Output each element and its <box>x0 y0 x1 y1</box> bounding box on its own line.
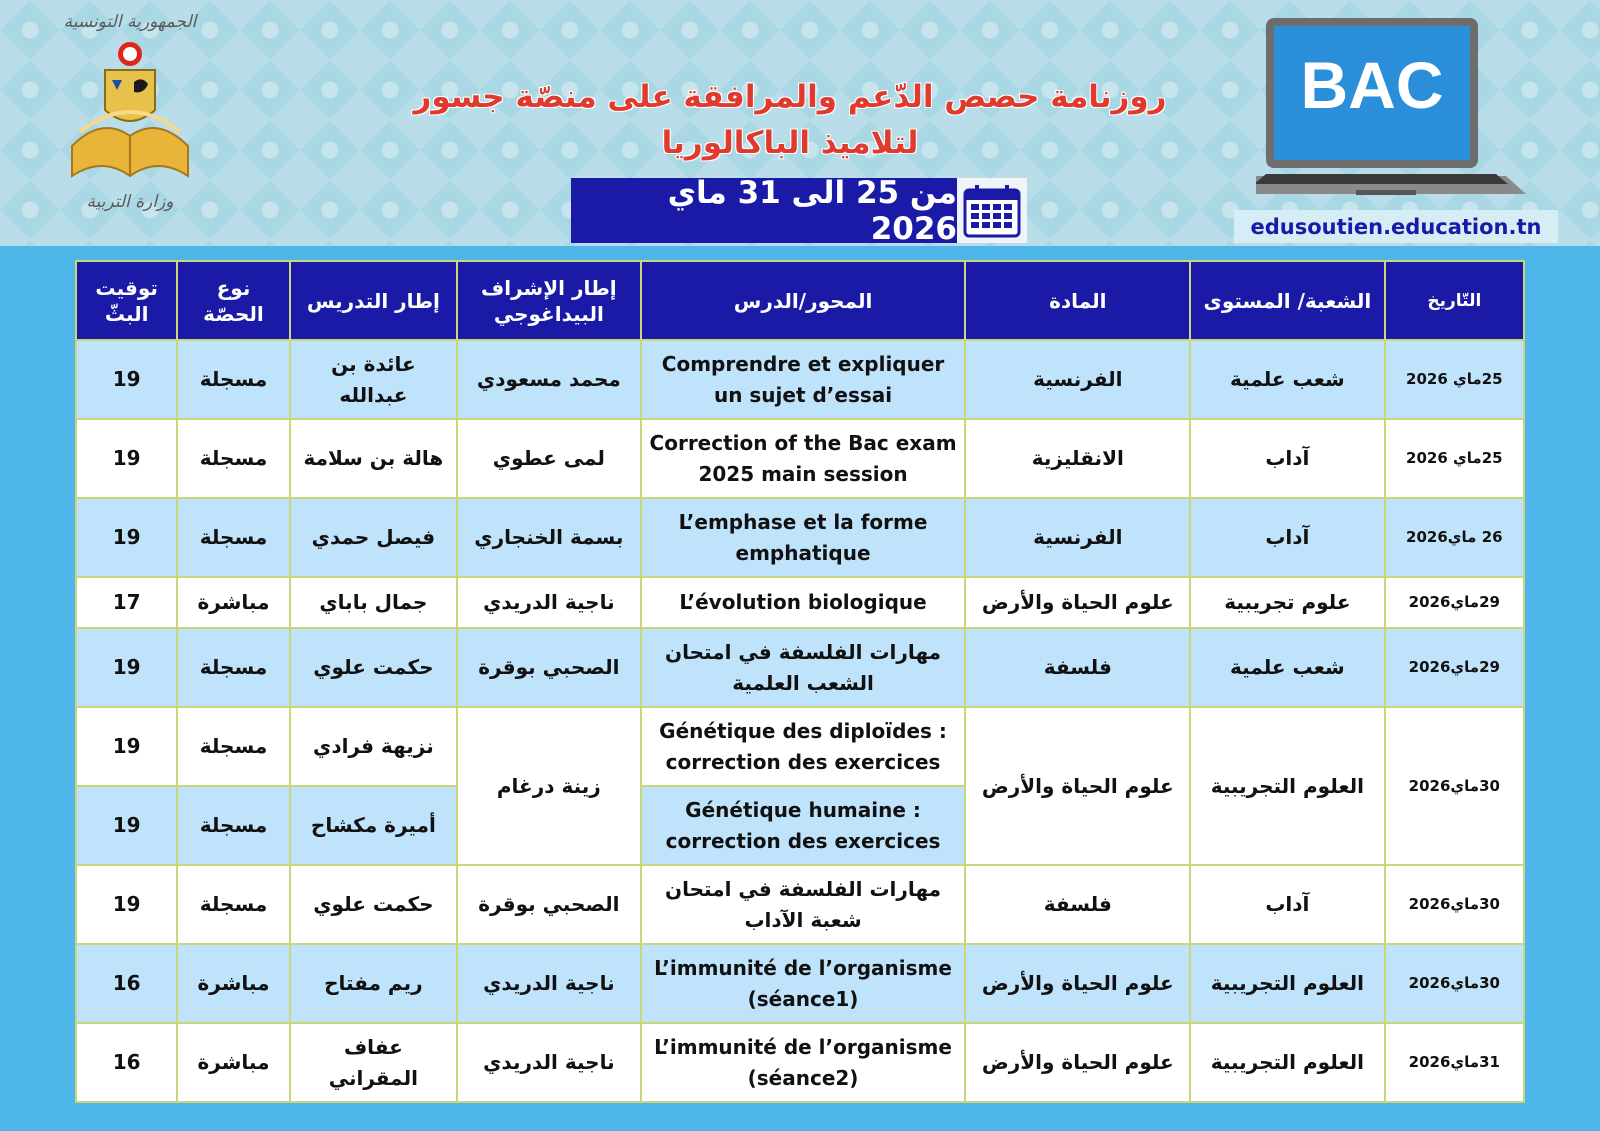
cell-lesson: Génétique humaine : correction des exercices <box>641 786 966 865</box>
cell-branch: آداب <box>1190 498 1385 577</box>
cell-date: 25ماي 2026 <box>1385 340 1524 419</box>
table-row <box>76 498 1524 577</box>
header-banner <box>0 0 1600 246</box>
cell-time: 19 <box>76 498 177 577</box>
cell-time: 19 <box>76 786 177 865</box>
cell-supervisor: بسمة الخنجاري <box>457 498 641 577</box>
header-date: التّاريخ <box>1385 261 1524 340</box>
table-row <box>76 707 1524 786</box>
cell-time: 19 <box>76 865 177 944</box>
cell-lesson: L’immunité de l’organisme (séance1) <box>641 944 966 1023</box>
cell-teacher: عائدة بن عبدالله <box>290 340 457 419</box>
cell-lesson: Génétique des diploïdes : correction des exercices <box>641 707 966 786</box>
cell-supervisor: الصحبي بوقرة <box>457 865 641 944</box>
cell-date: 30ماي2026 <box>1385 707 1524 865</box>
cell-type: مباشرة <box>177 577 289 628</box>
bac-label: BAC <box>1300 48 1444 122</box>
cell-date: 26 ماي2026 <box>1385 498 1524 577</box>
cell-time: 19 <box>76 707 177 786</box>
cell-type: مباشرة <box>177 1023 289 1102</box>
laptop-icon <box>1256 14 1526 208</box>
cell-type: مسجلة <box>177 419 289 498</box>
cell-time: 17 <box>76 577 177 628</box>
cell-branch: آداب <box>1190 865 1385 944</box>
cell-date: 29ماي2026 <box>1385 628 1524 707</box>
cell-teacher: جمال باباي <box>290 577 457 628</box>
header-subject: المادة <box>965 261 1190 340</box>
cell-supervisor: لمى عطوي <box>457 419 641 498</box>
table-row <box>76 340 1524 419</box>
cell-time: 19 <box>76 340 177 419</box>
cell-teacher: عفاف المقراني <box>290 1023 457 1102</box>
header-teacher: إطار التدريس <box>290 261 457 340</box>
cell-lesson: مهارات الفلسفة في امتحان الشعب العلمية <box>641 628 966 707</box>
header-time: توقيت البثّ <box>76 261 177 340</box>
cell-teacher: فيصل حمدي <box>290 498 457 577</box>
title-line-2: لتلاميذ الباكالوريا <box>661 125 919 161</box>
cell-type: مسجلة <box>177 707 289 786</box>
cell-teacher: حكمت علوي <box>290 628 457 707</box>
cell-subject: الانقليزية <box>965 419 1190 498</box>
cell-teacher: نزيهة فرادي <box>290 707 457 786</box>
cell-date: 30ماي2026 <box>1385 865 1524 944</box>
cell-branch: آداب <box>1190 419 1385 498</box>
cell-branch: العلوم التجريبية <box>1190 944 1385 1023</box>
cell-time: 19 <box>76 628 177 707</box>
cell-type: مسجلة <box>177 340 289 419</box>
cell-date: 29ماي2026 <box>1385 577 1524 628</box>
page-title <box>400 74 1180 166</box>
header-supervisor: إطار الإشراف البيداغوجي <box>457 261 641 340</box>
cell-subject: علوم الحياة والأرض <box>965 577 1190 628</box>
cell-supervisor: ناجية الدريدي <box>457 577 641 628</box>
date-range-banner: من 25 الى 31 ماي 2026 <box>571 178 957 243</box>
cell-time: 19 <box>76 419 177 498</box>
coat-of-arms-icon <box>60 36 200 196</box>
website-url[interactable]: edusoutien.education.tn <box>1234 210 1558 243</box>
cell-subject: الفرنسية <box>965 498 1190 577</box>
header-type: نوع الحصّة <box>177 261 289 340</box>
cell-lesson: L’emphase et la forme emphatique <box>641 498 966 577</box>
table-row <box>76 944 1524 1023</box>
cell-supervisor: الصحبي بوقرة <box>457 628 641 707</box>
calendar-icon <box>957 178 1027 243</box>
cell-teacher: حكمت علوي <box>290 865 457 944</box>
cell-lesson: Correction of the Bac exam 2025 main session <box>641 419 966 498</box>
cell-subject: الفرنسية <box>965 340 1190 419</box>
cell-type: مسجلة <box>177 786 289 865</box>
cell-branch: علوم تجريبية <box>1190 577 1385 628</box>
schedule-table <box>75 260 1525 1103</box>
cell-subject: علوم الحياة والأرض <box>965 1023 1190 1102</box>
cell-teacher: أميرة مكشاح <box>290 786 457 865</box>
cell-date: 25ماي 2026 <box>1385 419 1524 498</box>
cell-subject: علوم الحياة والأرض <box>965 944 1190 1023</box>
cell-date: 30ماي2026 <box>1385 944 1524 1023</box>
cell-branch: العلوم التجريبية <box>1190 707 1385 865</box>
cell-subject: علوم الحياة والأرض <box>965 707 1190 865</box>
table-row <box>76 577 1524 628</box>
cell-supervisor: محمد مسعودي <box>457 340 641 419</box>
table-row <box>76 1023 1524 1102</box>
table-row <box>76 419 1524 498</box>
republic-text: الجمهورية التونسية <box>63 12 197 32</box>
cell-time: 16 <box>76 1023 177 1102</box>
cell-supervisor: ناجية الدريدي <box>457 1023 641 1102</box>
cell-lesson: Comprendre et expliquer un sujet d’essai <box>641 340 966 419</box>
cell-supervisor: زينة درغام <box>457 707 641 865</box>
cell-teacher: ريم مفتاح <box>290 944 457 1023</box>
table-header-row <box>76 261 1524 340</box>
cell-subject: فلسفة <box>965 628 1190 707</box>
cell-type: مباشرة <box>177 944 289 1023</box>
header-lesson: المحور/الدرس <box>641 261 966 340</box>
cell-lesson: L’immunité de l’organisme (séance2) <box>641 1023 966 1102</box>
cell-lesson: مهارات الفلسفة في امتحان شعبة الآداب <box>641 865 966 944</box>
table-row <box>76 628 1524 707</box>
cell-teacher: هالة بن سلامة <box>290 419 457 498</box>
ministry-text: وزارة التربية <box>86 192 174 212</box>
cell-type: مسجلة <box>177 498 289 577</box>
title-line-1: روزنامة حصص الدّعم والمرافقة على منصّة جسور <box>413 79 1167 115</box>
cell-supervisor: ناجية الدريدي <box>457 944 641 1023</box>
cell-type: مسجلة <box>177 628 289 707</box>
cell-lesson: L’évolution biologique <box>641 577 966 628</box>
cell-branch: شعب علمية <box>1190 628 1385 707</box>
cell-date: 31ماي2026 <box>1385 1023 1524 1102</box>
header-branch: الشعبة/ المستوى <box>1190 261 1385 340</box>
cell-branch: شعب علمية <box>1190 340 1385 419</box>
table-row <box>76 865 1524 944</box>
cell-type: مسجلة <box>177 865 289 944</box>
cell-branch: العلوم التجريبية <box>1190 1023 1385 1102</box>
cell-time: 16 <box>76 944 177 1023</box>
ministry-logo <box>50 12 210 227</box>
cell-subject: فلسفة <box>965 865 1190 944</box>
